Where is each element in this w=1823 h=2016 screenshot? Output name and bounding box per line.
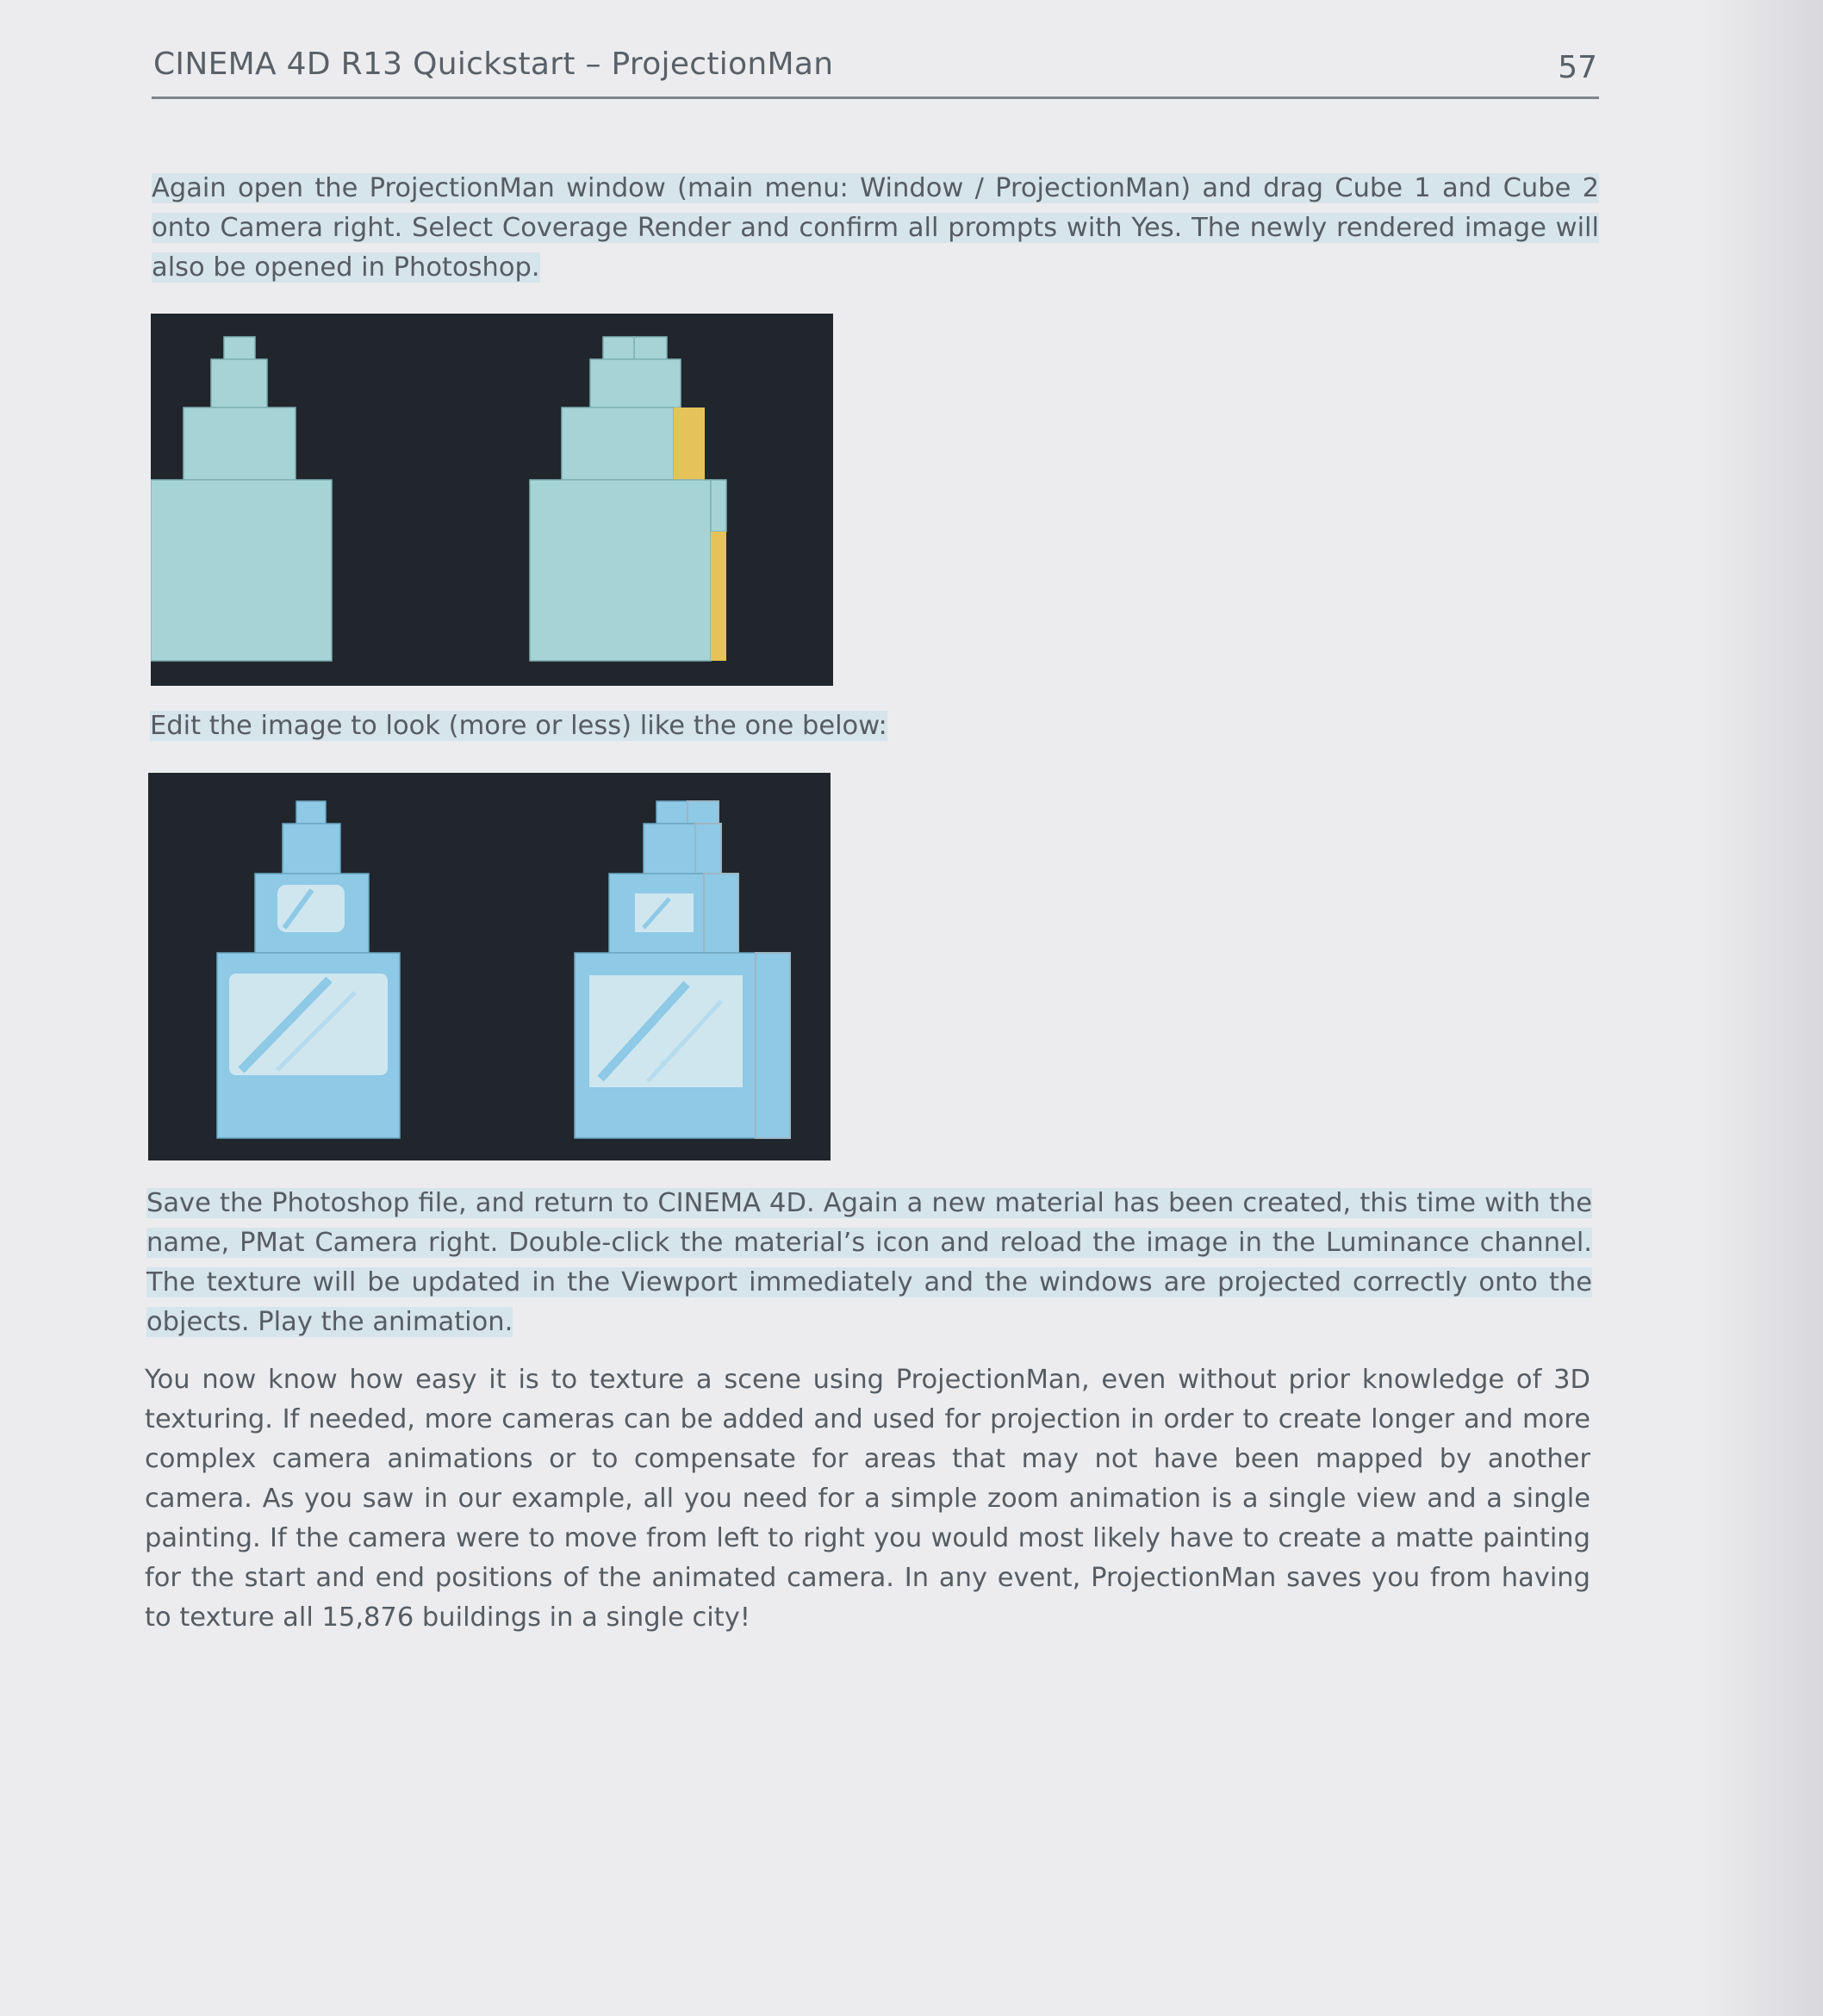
paragraph-coverage-render bbox=[152, 169, 1599, 288]
paragraph-text: Again open the ProjectionMan window (main menu: Window / ProjectionMan) and drag Cube 1 and Cube 2 onto Camera right. Select Coverage Render and confirm all prompts with Yes. The newly rendered image will also be opened in Photoshop. bbox=[152, 173, 1599, 283]
building-tier-top bbox=[644, 824, 695, 874]
building-tier-middle bbox=[184, 408, 296, 480]
page-edge-shadow bbox=[1702, 0, 1823, 2016]
paragraph-text: Save the Photoshop file, and return to CINEMA 4D. Again a new material has been created, this time with the name, PMat Camera right. Double-click the material’s icon and reload the image in the Luminance channel. The texture will be updated in the Viewport immediately and the windows are projected correctly onto the objects. Play the animation. bbox=[146, 1188, 1592, 1337]
building-cap bbox=[224, 337, 255, 359]
page-header bbox=[152, 43, 1599, 99]
building-tier-top bbox=[211, 359, 267, 408]
building-side bbox=[756, 953, 790, 1138]
building-cap bbox=[296, 801, 326, 824]
page-number: 57 bbox=[1558, 50, 1597, 85]
building-tier-side bbox=[695, 824, 721, 874]
building-tier-top bbox=[283, 824, 340, 874]
paragraph-summary: You now know how easy it is to texture a scene using ProjectionMan, even without prior knowledge of 3D texturing. If needed, more cameras can be added and used for projection in order to create longer and more complex camera animations or to compensate for areas that may not have been mapped by another camera. As you saw in our example, all you need for a simple zoom animation is a single view and a single painting. If the camera were to move from left to right you would most likely have to create a matte painting for the start and end positions of the animated camera. In any event, ProjectionMan saves you from having to texture all 15,876 buildings in a single city! bbox=[145, 1365, 1590, 1633]
building-tier-middle bbox=[562, 408, 674, 480]
right-building bbox=[530, 337, 726, 661]
building-cap-side bbox=[688, 801, 719, 824]
paragraph-text: Edit the image to look (more or less) like the one below: bbox=[150, 711, 887, 741]
left-building bbox=[151, 337, 332, 661]
coverage-render-image bbox=[151, 314, 833, 686]
right-building bbox=[575, 801, 790, 1138]
building-tier-base bbox=[151, 480, 332, 661]
painted-texture-figure bbox=[148, 773, 831, 1160]
building-tier-side bbox=[704, 874, 738, 953]
running-title: CINEMA 4D R13 Quickstart – ProjectionMan bbox=[153, 47, 834, 82]
building-cap bbox=[634, 337, 667, 359]
painted-texture-image bbox=[148, 773, 831, 1160]
coverage-render-figure bbox=[151, 314, 833, 686]
building-tier-top bbox=[590, 359, 681, 408]
coverage-gap bbox=[674, 408, 705, 480]
paragraph-save-return bbox=[146, 1184, 1592, 1342]
left-building bbox=[217, 801, 400, 1138]
paragraph-edit-instruction bbox=[150, 706, 1270, 746]
building-side bbox=[711, 480, 726, 532]
coverage-gap bbox=[711, 532, 726, 661]
building-tier-base bbox=[530, 480, 711, 661]
building-cap-side bbox=[603, 337, 634, 359]
building-cap bbox=[656, 801, 688, 824]
